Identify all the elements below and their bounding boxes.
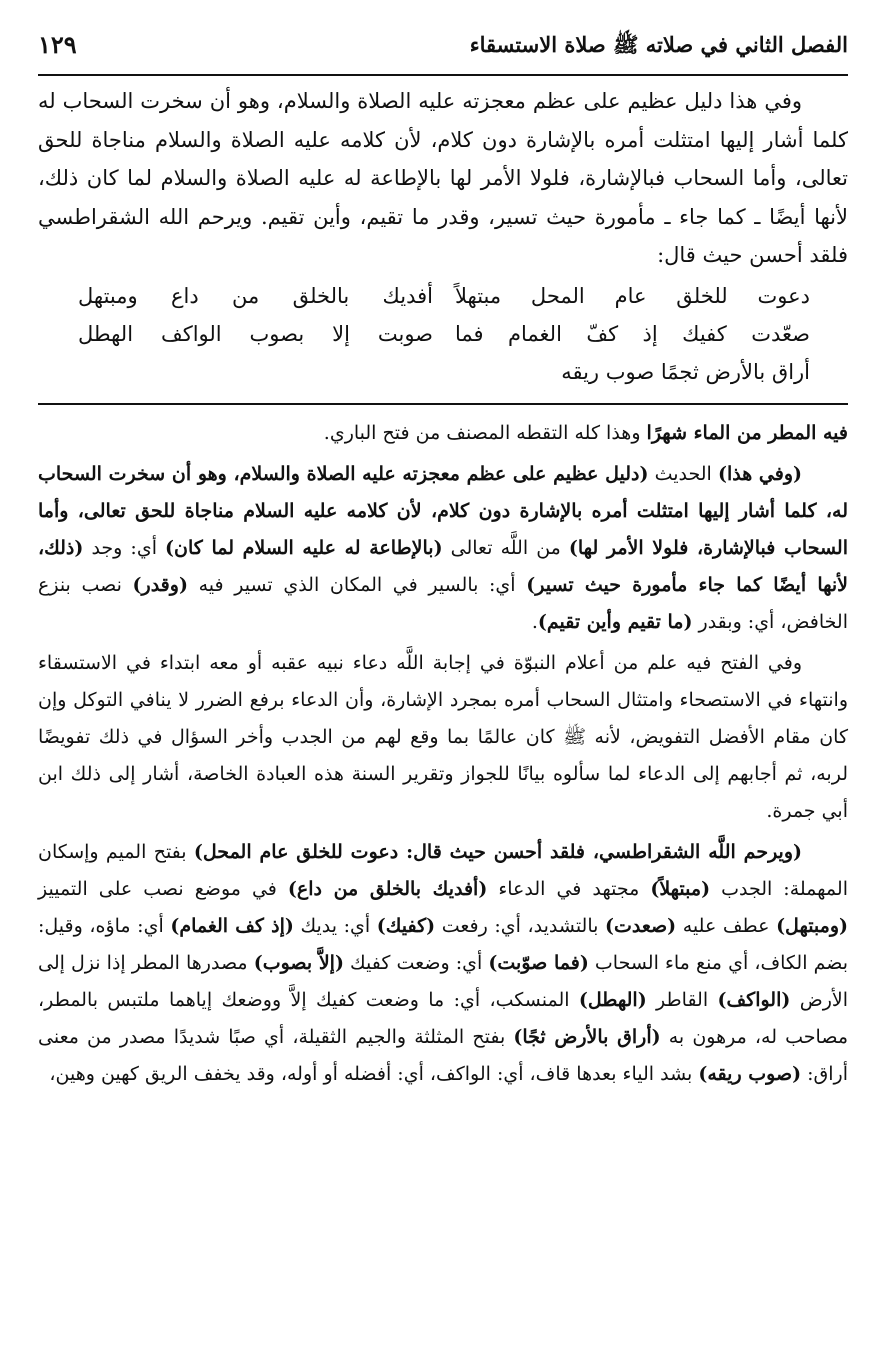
commentary-paragraph [38,415,848,452]
commentary-text [38,415,848,1093]
verse-line [38,353,848,391]
commentary-text-run: الحديث [648,462,718,485]
bold-quote: (ذلك، لأنها أيضًا كما جاء مأمورة حيث تسير) [38,536,848,596]
book-page [38,22,848,1093]
bold-quote: (ويرحم اللَّه الشقراطسي، فلقد أحسن حيث قال: دعوت للخلق عام المحل) [193,840,803,863]
bold-quote: (إذ كف الغمام) [170,914,294,937]
commentary-paragraph [38,456,848,641]
bold-quote: (الهطل) [578,988,647,1011]
commentary-text-run: مصدرها المطر إذا نزل إلى الأرض [38,951,848,1011]
bold-quote: (وفي هذا) [717,462,802,485]
verse-first-hemistich: دعوت للخلق عام المحل مبتهلاً [455,283,810,308]
running-title: الفصل الثاني في صلاته ﷺ صلاة الاستسقاء [469,32,848,57]
commentary-text-run: المنسكب، أي: ما وضعت كفيك إلاَّ ووضعك إياهما ملتبس بالمطر، مصاحب له، مرهون به [38,988,848,1048]
commentary-text-run: نصب بنزع الخافض، أي: وبقدر [38,573,848,633]
commentary-text-run: من اللَّه تعالى [442,536,569,559]
bold-quote: (فما صوّبت) [488,951,589,974]
verse-line [38,315,848,353]
verse-first-hemistich: صعّدت كفيك إذ كفّ الغمام فما [455,321,810,346]
commentary-paragraph [38,834,848,1093]
bold-quote: (كفيك) [376,914,436,937]
bold-quote: (مبتهلاً) [650,877,711,900]
commentary-text-run: . [531,610,538,633]
page-number: ١٢٩ [38,30,77,59]
bold-quote: (وقدر) [132,573,188,596]
commentary-text-run: وهذا كله التقطه المصنف من فتح الباري. [323,421,647,444]
commentary-divider [38,403,848,405]
commentary-text-run: أي: ماؤه، وقيل: بضم الكاف، أي منع ماء السحاب [38,914,848,974]
bold-quote: (صوب ريقه) [698,1062,802,1085]
commentary-text-run: أي: وضعت كفيك [343,951,489,974]
bold-quote: (إلاَّ بصوب) [253,951,344,974]
bold-quote: (بالإطاعة له عليه السلام لما كان) [165,536,443,559]
main-paragraph: وفي هذا دليل عظيم على عظم معجزته عليه الصلاة والسلام، وهو أن سخرت السحاب له كلما أشار إليها امتثلت أمره بالإشارة دون كلام، لأن كلامه عليه الصلاة والسلام مناجاة للحق تعالى، وأما السحاب فبالإشارة، فلولا الأمر لها بالإطاعة له عليه الصلاة والسلام لما كان ذلك، لأنها أيضًا ـ كما جاء ـ مأمورة حيث تسير، وقدر ما تقيم، وأين تقيم. ويرحم الله الشقراطسي فلقد أحسن حيث قال: [38,89,848,267]
commentary-text-run: أي: يديك [293,914,377,937]
bold-quote: (صعدت) [605,914,677,937]
commentary-text-run: بالتشديد، أي: رفعت [435,914,606,937]
commentary-text-run: بفتح الميم وإسكان المهملة: الجدب [38,840,848,900]
commentary-text-run: أي: وجد [83,536,166,559]
commentary-text-run: القاطر [646,988,718,1011]
verse-first-hemistich: أراق بالأرض ثجمًا صوب ريقه [561,359,810,384]
bold-quote: (ومبتهل) [776,914,849,937]
commentary-text-run: أي: بالسير في المكان الذي تسير فيه [187,573,527,596]
verse-second-hemistich: أفديك بالخلق من داع ومبتهل [78,283,433,308]
bold-quote: (دليل عظيم على عظم معجزته عليه الصلاة والسلام، وهو أن سخرت السحاب له، كلما أشار إليها امتثلت أمره بالإشارة دون كلام، لأن كلامه عليه السلام مناجاة للحق تعالى، وأما السحاب فبالإشارة، فلولا الأمر لها) [38,462,848,559]
main-text [38,82,848,391]
page-header [38,22,848,76]
bold-quote: (أراق بالأرض ثجًا) [513,1025,661,1048]
bold-quote: (أفديك بالخلق من داع) [287,877,488,900]
commentary-paragraph: وفي الفتح فيه علم من أعلام النبوّة في إجابة اللَّه دعاء نبيه عقبه أو معه ابتداء في الاستسقاء وانتهاء في الاستصحاء وامتثال السحاب أمره بمجرد الإشارة، وأن الدعاء برفع الضرر لا ينافي التوكل وإن كان مقام الأفضل التفويض، لأنه ﷺ كان عالمًا بما وقع لهم من الجدب وأخر السؤال في ذلك تفويضًا لربه، ثم أجابهم إلى الدعاء لما سألوه بيانًا للجواز وتقرير السنة هذه العبادة الخاصة، أشار إلى ذلك ابن أبي جمرة. [38,651,848,822]
bold-quote: (ما تقيم وأين تقيم) [537,610,693,633]
bold-quote: فيه المطر من الماء شهرًا [646,421,848,444]
verse-line [38,277,848,315]
verse-second-hemistich: صوبت إلا بصوب الواكف الهطل [78,321,433,346]
poem-verses [38,277,848,391]
commentary-text-run: مجتهد في الدعاء [487,877,651,900]
commentary-text-run: بفتح المثلثة والجيم الثقيلة، أي صبًا شديدًا مصدر من معنى أراق: [38,1025,848,1085]
commentary-text-run: عطف عليه [676,914,777,937]
commentary-text-run: بشد الياء بعدها قاف، أي: الواكف، أي: أفضله أو أوله، وقد يخفف الريق كهين وهين، [49,1062,699,1085]
bold-quote: (الواكف) [717,988,791,1011]
commentary-text-run: في موضع نصب على التمييز [38,877,288,900]
